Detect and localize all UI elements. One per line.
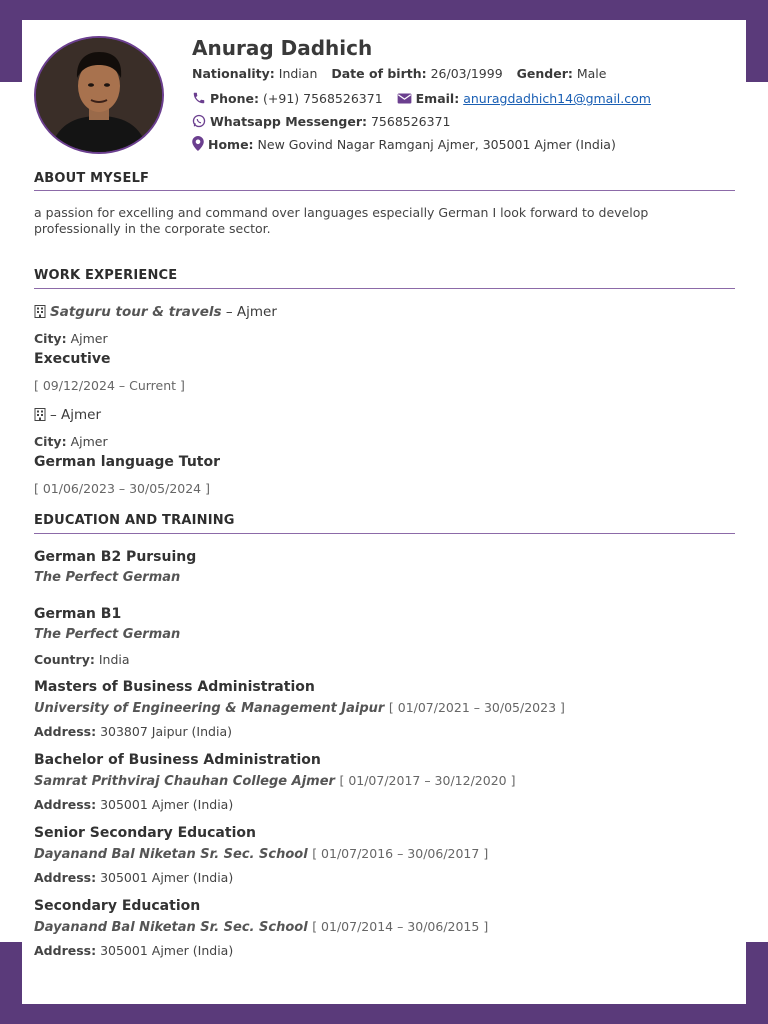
right-top-band — [746, 0, 768, 82]
job-1-role: Executive — [34, 351, 111, 367]
edu-3-institution-name: University of Engineering & Management Jaipur — [34, 701, 385, 716]
contact-line — [192, 91, 651, 108]
job-1-company-name: Satguru tour & travels — [50, 304, 222, 320]
edu-4-dates: [ 01/07/2017 – 30/12/2020 ] — [339, 773, 516, 788]
job-1-city-value: Ajmer — [70, 331, 108, 346]
edu-3-address-label: Address: — [34, 724, 97, 739]
profile-photo-image — [36, 38, 162, 152]
job-1-dates: [ 09/12/2024 – Current ] — [34, 378, 185, 393]
job-2-company — [34, 407, 101, 425]
candidate-name: Anurag Dadhich — [192, 36, 373, 60]
whatsapp-line — [192, 114, 451, 131]
edu-5-degree: Senior Secondary Education — [34, 825, 256, 841]
edu-5-address — [34, 870, 233, 885]
top-band — [0, 0, 768, 20]
right-bottom-band — [746, 942, 768, 1024]
job-2-city-label: City: — [34, 434, 67, 449]
job-1-company — [34, 304, 277, 322]
edu-5-institution-name: Dayanand Bal Niketan Sr. Sec. School — [34, 847, 308, 862]
whatsapp-value: 7568526371 — [370, 114, 451, 129]
edu-6-address-value: 305001 Ajmer (India) — [100, 943, 234, 958]
edu-4-institution — [34, 773, 515, 789]
whatsapp-label: Whatsapp Messenger: — [210, 114, 367, 129]
edu-3-degree: Masters of Business Administration — [34, 679, 315, 695]
edu-5-address-value: 305001 Ajmer (India) — [100, 870, 234, 885]
edu-3-address — [34, 724, 232, 739]
job-1-city — [34, 331, 108, 346]
job-1-city-label: City: — [34, 331, 67, 346]
edu-3-dates: [ 01/07/2021 – 30/05/2023 ] — [388, 700, 565, 715]
edu-3-institution — [34, 700, 565, 716]
nationality-label: Nationality: — [192, 66, 275, 81]
dob-label: Date of birth: — [331, 66, 427, 81]
edu-6-degree: Secondary Education — [34, 898, 201, 914]
building-icon — [34, 408, 46, 425]
home-line — [192, 136, 616, 154]
phone-label: Phone: — [210, 91, 260, 106]
personal-details-line — [192, 66, 606, 81]
about-section-title: ABOUT MYSELF — [34, 171, 150, 186]
edu-2-country — [34, 652, 130, 667]
dob-value: 26/03/1999 — [430, 66, 503, 81]
left-top-band — [0, 0, 22, 82]
work-divider — [34, 288, 735, 289]
edu-4-address-value: 305001 Ajmer (India) — [100, 797, 234, 812]
edu-4-address — [34, 797, 233, 812]
gender-value: Male — [576, 66, 607, 81]
edu-4-address-label: Address: — [34, 797, 97, 812]
edu-2-country-label: Country: — [34, 652, 95, 667]
job-2-city-value: Ajmer — [70, 434, 108, 449]
job-2-role: German language Tutor — [34, 454, 220, 470]
edu-4-institution-name: Samrat Prithviraj Chauhan College Ajmer — [34, 774, 335, 789]
edu-5-dates: [ 01/07/2016 – 30/06/2017 ] — [312, 846, 489, 861]
job-2-city — [34, 434, 108, 449]
edu-1-institution: The Perfect German — [34, 570, 181, 585]
edu-2-degree: German B1 — [34, 606, 122, 622]
edu-3-address-value: 303807 Jaipur (India) — [100, 724, 232, 739]
email-link[interactable]: anuragdadhich14@gmail.com — [463, 91, 651, 106]
edu-6-institution — [34, 919, 488, 935]
job-2-dates: [ 01/06/2023 – 30/05/2024 ] — [34, 481, 210, 496]
map-pin-icon — [192, 136, 204, 154]
edu-2-institution: The Perfect German — [34, 627, 181, 642]
edu-4-degree: Bachelor of Business Administration — [34, 752, 321, 768]
about-text-line-2: professionally in the corporate sector. — [34, 221, 271, 236]
about-divider — [34, 190, 735, 191]
edu-5-address-label: Address: — [34, 870, 97, 885]
job-1-location: – Ajmer — [225, 304, 277, 320]
home-value: New Govind Nagar Ramganj Ajmer, 305001 Ajmer (India) — [257, 137, 616, 152]
envelope-icon — [397, 92, 412, 108]
edu-6-dates: [ 01/07/2014 – 30/06/2015 ] — [312, 919, 489, 934]
edu-5-institution — [34, 846, 488, 862]
edu-6-institution-name: Dayanand Bal Niketan Sr. Sec. School — [34, 920, 308, 935]
work-section-title: WORK EXPERIENCE — [34, 268, 178, 283]
email-label: Email: — [415, 91, 460, 106]
about-text-line-1: a passion for excelling and command over languages especially German I look forward to develop — [34, 205, 649, 220]
profile-photo — [34, 36, 164, 154]
whatsapp-icon — [192, 114, 206, 131]
bottom-band — [0, 1004, 768, 1024]
resume-page — [22, 20, 746, 1004]
building-icon — [34, 305, 46, 322]
education-section-title: EDUCATION AND TRAINING — [34, 513, 235, 528]
phone-value: (+91) 7568526371 — [263, 91, 383, 106]
edu-6-address — [34, 943, 233, 958]
edu-1-degree: German B2 Pursuing — [34, 549, 197, 565]
edu-2-country-value: India — [98, 652, 130, 667]
gender-label: Gender: — [516, 66, 573, 81]
home-label: Home: — [208, 137, 254, 152]
job-2-location: – Ajmer — [50, 407, 102, 423]
left-bottom-band — [0, 942, 22, 1024]
edu-6-address-label: Address: — [34, 943, 97, 958]
phone-icon — [192, 91, 206, 108]
education-divider — [34, 533, 735, 534]
nationality-value: Indian — [278, 66, 318, 81]
